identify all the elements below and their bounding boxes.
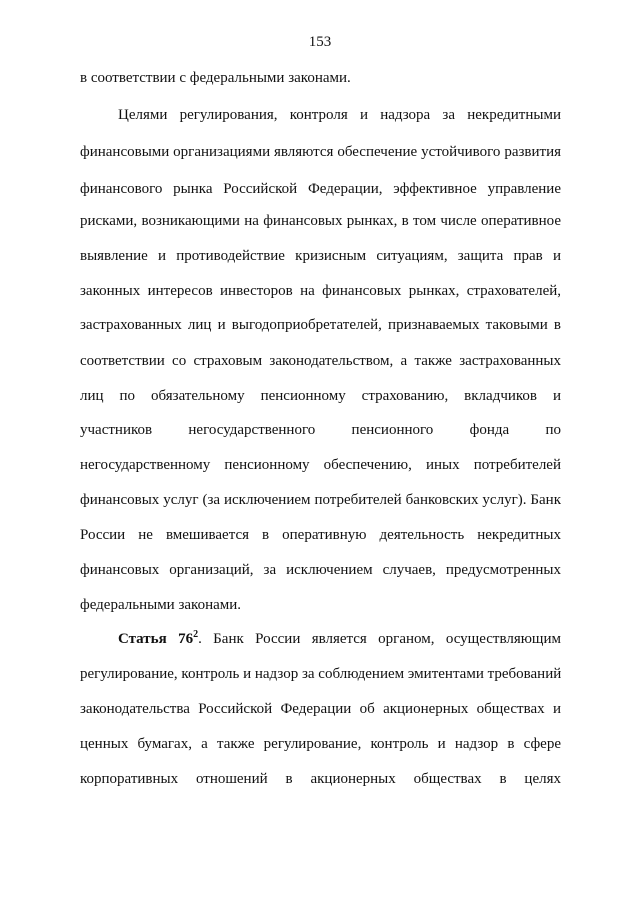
article-heading-line [118,630,561,648]
body-text-line: законных интересов инвесторов на финансовых рынках, страхователей, [80,283,561,299]
article-text-line: регулирование, контроль и надзор за соблюдением эмитентами требований [80,666,561,682]
body-text-line: финансового рынка Российской Федерации, эффективное управление [80,181,561,197]
article-label: Статья 76 [118,631,194,647]
body-text-line: участников негосударственного пенсионного фонда по [80,422,561,438]
paragraph-first-line: Целями регулирования, контроля и надзора за некредитными [118,107,561,123]
body-text-line: в соответствии с федеральными законами. [80,70,351,86]
body-text-line: выявление и противодействие кризисным ситуациям, защита прав и [80,248,561,264]
article-superscript: 2 [193,630,199,640]
body-text-line: лиц по обязательному пенсионному страхованию, вкладчиков и [80,388,561,404]
body-text-line: финансовых организаций, за исключением случаев, предусмотренных [80,562,561,578]
body-text-line: финансовых услуг (за исключением потребителей банковских услуг). Банк [80,492,561,508]
body-text-line: соответствии со страховым законодательством, а также застрахованных [80,353,561,369]
page-number: 153 [308,34,332,50]
article-text-line: корпоративных отношений в акционерных обществах в целях [80,771,561,787]
article-text-line: законодательства Российской Федерации об акционерных обществах и [80,701,561,717]
body-text-line: финансовыми организациями являются обеспечение устойчивого развития [80,144,561,160]
article-text-line: ценных бумагах, а также регулирование, контроль и надзор в сфере [80,736,561,752]
article-lead-text: . Банк России является органом, осуществляющим [198,631,561,647]
body-text-line: федеральными законами. [80,597,242,613]
body-text-line: рисками, возникающими на финансовых рынках, в том числе оперативное [80,213,561,229]
body-text-line: застрахованных лиц и выгодоприобретателей, признаваемых таковыми в [80,317,561,333]
body-text-line: негосударственному пенсионному обеспечению, иных потребителей [80,457,561,473]
body-text-line: России не вмешивается в оперативную деятельность некредитных [80,527,561,543]
